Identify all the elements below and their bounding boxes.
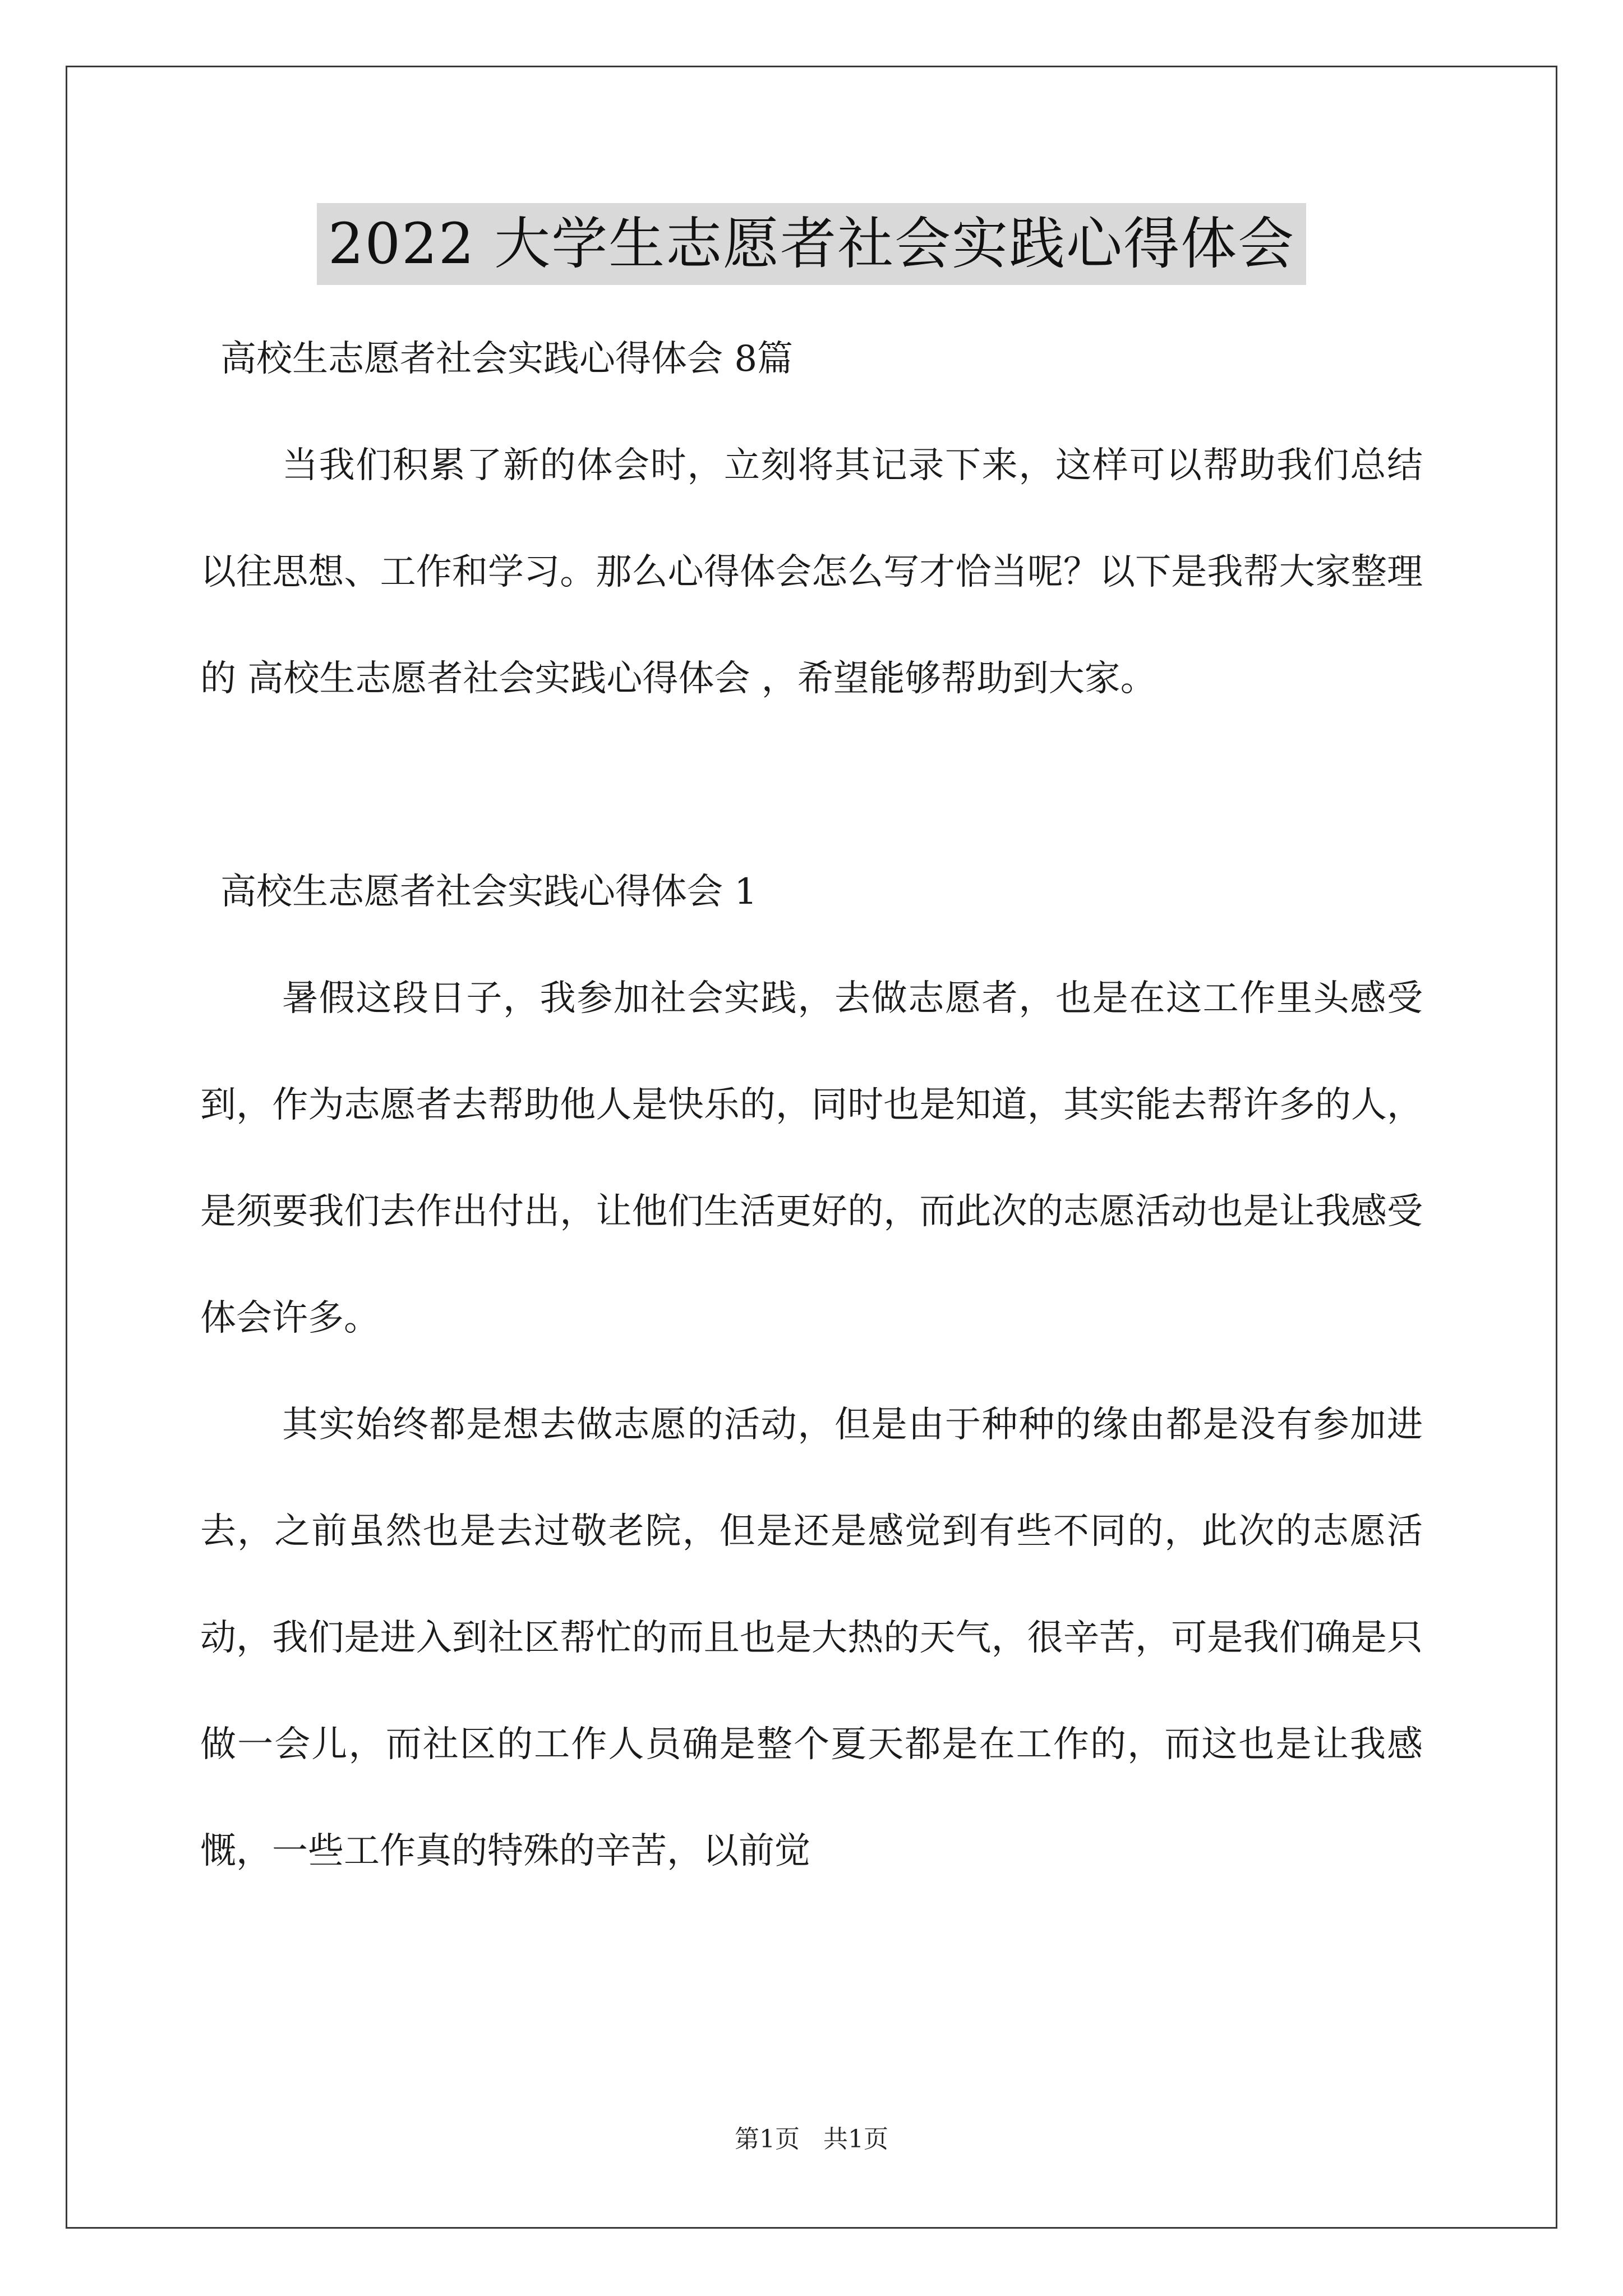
document-subtitle: 高校生志愿者社会实践心得体会 8篇 (220, 338, 794, 380)
title-container (0, 203, 1623, 285)
intro-paragraph: 当我们积累了新的体会时，立刻将其记录下来，这样可以帮助我们总结以往思想、工作和学习。那么心得体会怎么写才恰当呢？以下是我帮大家整理的 高校生志愿者社会实践心得体会 ，希望能够帮助到大家。 (200, 445, 1423, 700)
page-footer: 第1页 共1页 (735, 2125, 888, 2154)
body-paragraph-1: 暑假这段日子，我参加社会实践，去做志愿者，也是在这工作里头感受到，作为志愿者去帮助他人是快乐的，同时也是知道，其实能去帮许多的人，是须要我们去作出付出，让他们生活更好的，而此次的志愿活动也是让我感受体会许多。 (200, 978, 1423, 1339)
document-title: 2022 大学生志愿者社会实践心得体会 (317, 203, 1306, 285)
section-heading: 高校生志愿者社会实践心得体会 1 (220, 871, 758, 913)
body-paragraph-2: 其实始终都是想去做志愿的活动，但是由于种种的缘由都是没有参加进去，之前虽然也是去过敬老院，但是还是感觉到有些不同的，此次的志愿活动，我们是进入到社区帮忙的而且也是大热的天气，很辛苦，可是我们确是只做一会儿，而社区的工作人员确是整个夏天都是在工作的，而这也是让我感慨，一些工作真的特殊的辛苦，以前觉 (200, 1404, 1423, 1872)
document-body (200, 306, 1423, 1904)
section-spacer (200, 732, 1423, 839)
